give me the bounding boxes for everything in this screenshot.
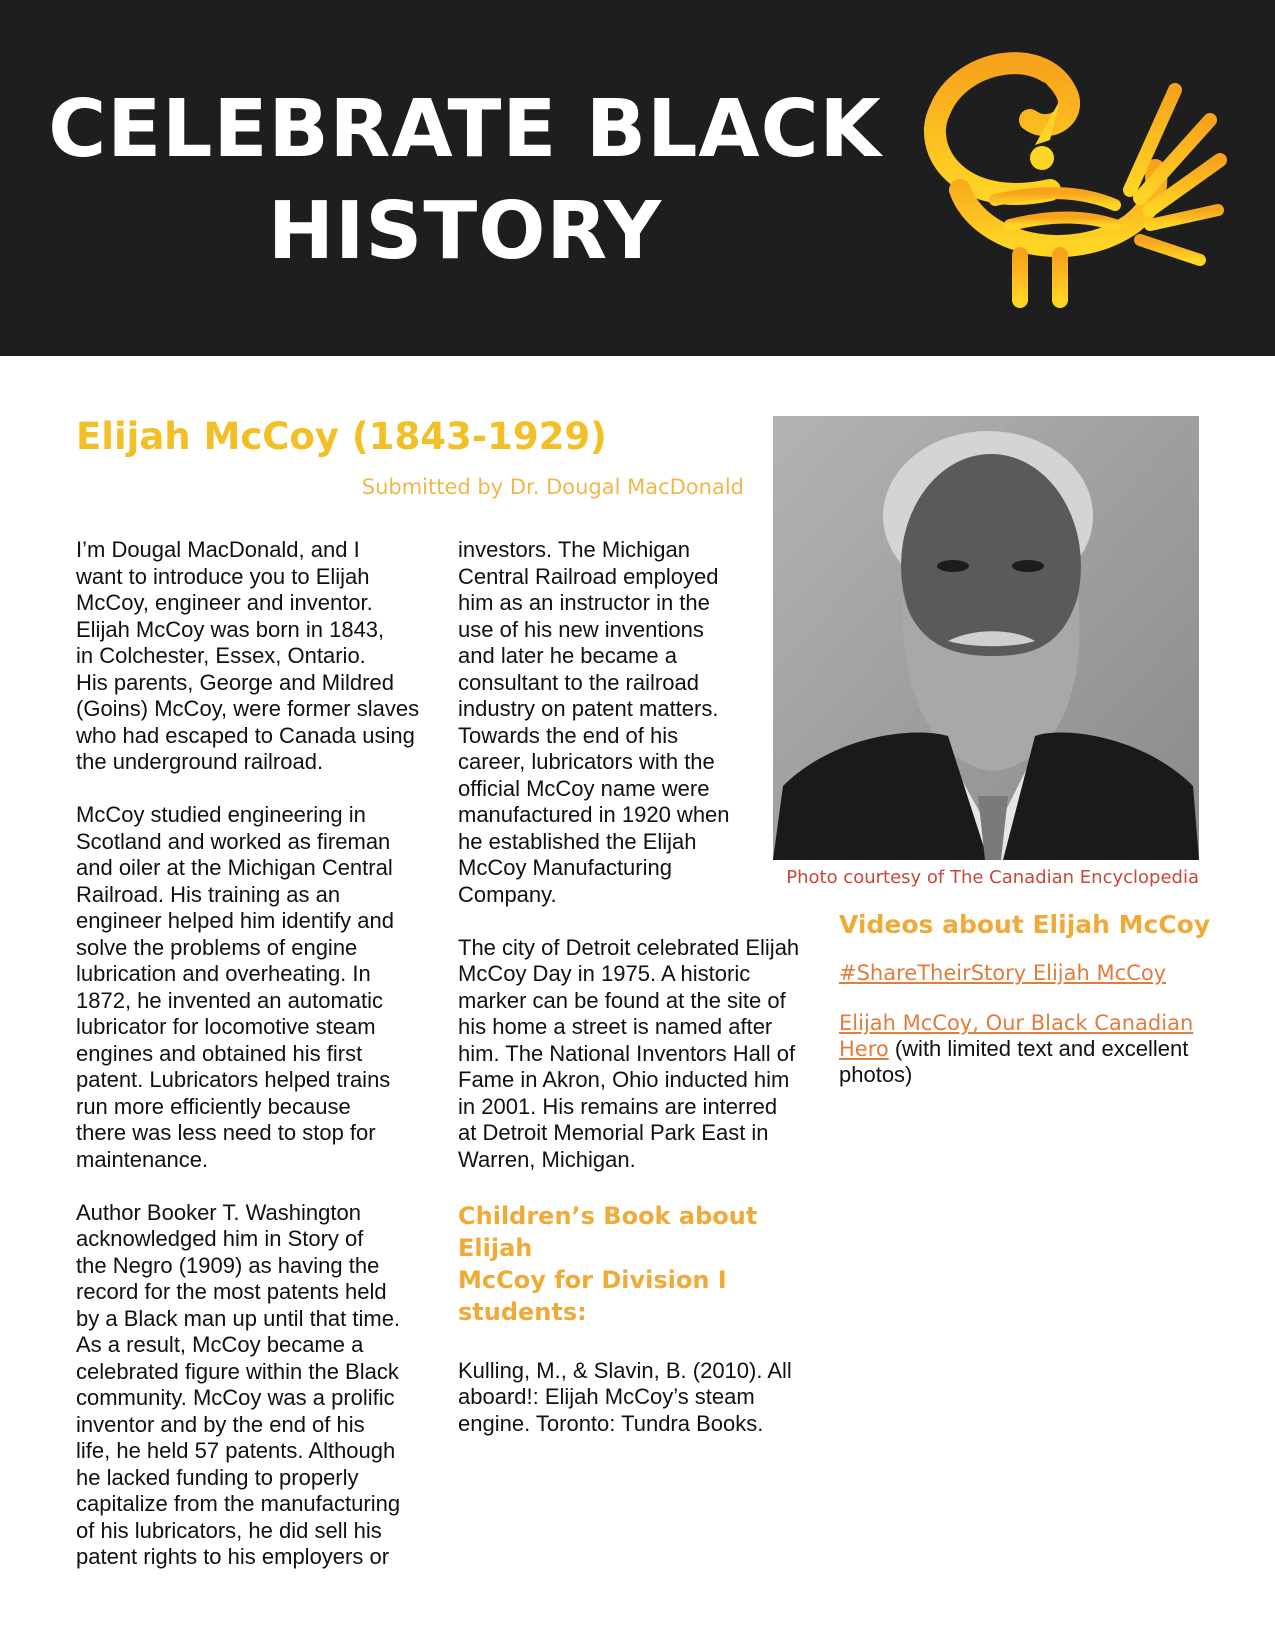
banner-title-line2: HISTORY [267,185,663,277]
book-citation: Kulling, M., & Slavin, B. (2010). All aboard!: Elijah McCoy’s steam engine. Toronto: Tundra Books. [458,1357,792,1436]
portrait-image [773,416,1199,860]
paragraph: Author Booker T. Washington acknowledged him in Story of the Negro (1909) as having the record for the most patents held by a Black man up until that time. As a result, McCoy became a celebrated figure within the Black community. McCoy was a prolific inventor and by the end of his life, he held 57 patents. Although he lacked funding to properly capitalize from the manufacturing of his lubricators, he did sell his patent rights to his employers or [76,1199,401,1569]
paragraph: The city of Detroit celebrated Elijah McCoy Day in 1975. A historic marker can be found at the site of his home a street is named after him. The National Inventors Hall of Fame in Akron, Ohio inducted him in 2001. His remains are interred at Detroit Memorial Park East in Warren, Michigan. [458,934,800,1172]
article-title: Elijah McCoy (1843-1929) [76,415,607,458]
byline: Submitted by Dr. Dougal MacDonald [361,475,744,499]
video-link-black-canadian-hero[interactable]: Elijah McCoy, Our Black Canadian Hero [839,1011,1194,1061]
video-link-share-their-story[interactable]: #ShareTheirStory Elijah McCoy [839,961,1167,985]
paragraph: McCoy studied engineering in Scotland and worked as fireman and oiler at the Michigan Central Railroad. His training as an engineer helped him identify and solve the problems of engine lubrication and overheating. In 1872, he invented an automatic lubricator for locomotive steam engines and obtained his first patent. Lubricators helped trains run more efficiently because there was less need to stop for maintenance. [76,802,395,1172]
portrait-photo [773,416,1199,860]
video-link-note: (with limited text and excellent photos) [839,1036,1189,1087]
videos-heading: Videos about Elijah McCoy [839,910,1211,939]
book-heading: Children’s Book about Elijah McCoy for Division I students: [458,1201,758,1326]
sankofa-bird-icon [900,40,1230,320]
videos-section [839,908,1219,1088]
article-column-2 [458,537,818,1464]
article-column-1 [76,537,446,1597]
banner-title [40,78,890,282]
paragraph: investors. The Michigan Central Railroad employed him as an instructor in the use of his new inventions and later he became a consultant to the railroad industry on patent matters. Towards the end of his career, lubricators with the official McCoy name were manufactured in 1920 when he established the Elijah McCoy Manufacturing Company. [458,537,730,907]
photo-caption: Photo courtesy of The Canadian Encyclopedia [786,867,1199,888]
banner-title-line1: CELEBRATE BLACK [48,83,882,175]
header-banner [0,0,1275,356]
paragraph: I’m Dougal MacDonald, and I want to introduce you to Elijah McCoy, engineer and inventor. Elijah McCoy was born in 1843, in Colchester, Essex, Ontario. His parents, George and Mildred (Goins) McCoy, were former slaves who had escaped to Canada using the underground railroad. [76,537,420,774]
